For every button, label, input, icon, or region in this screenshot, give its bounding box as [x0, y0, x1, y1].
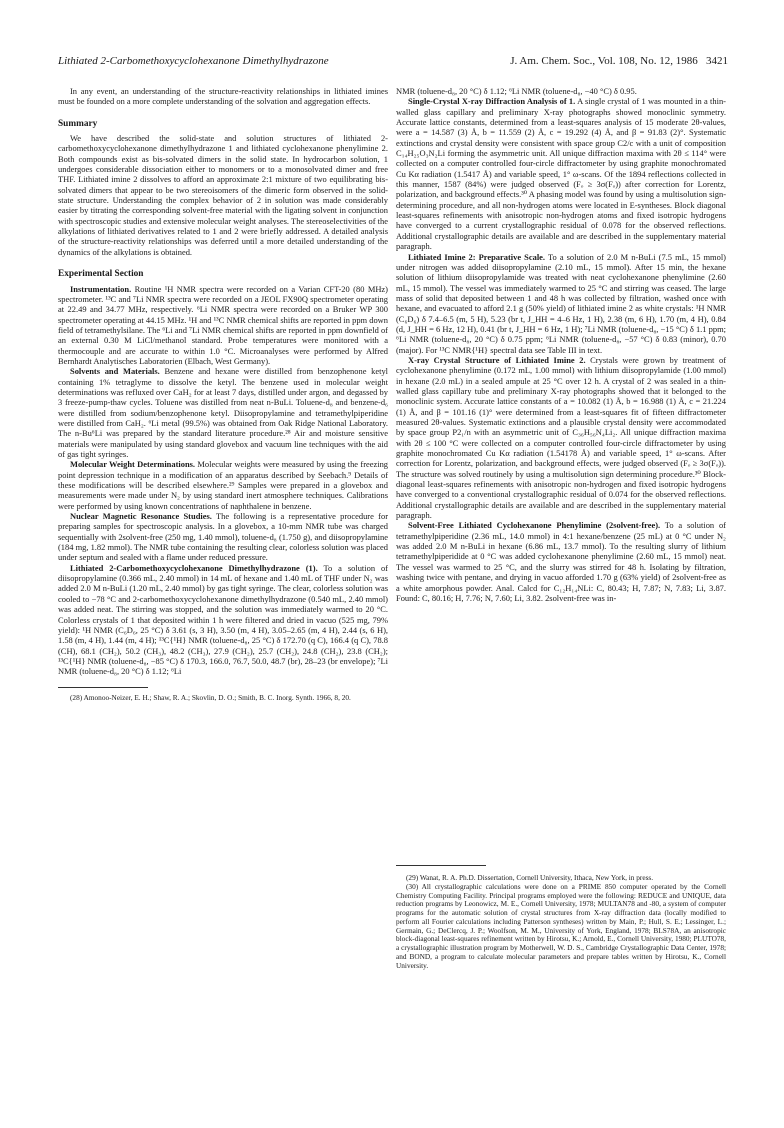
- xray2-text: Crystals were grown by treatment of cyclohexanone phenylimine (0.172 mL, 1.00 mmol) with lithium diisopropylamide (1.00 mmol) in hexane (2.0 mL) in a sealed ampule at 25 °C over 12 h. A crystal of 2 was sealed in a thin-walled glass capillary tube and preliminary X-ray photographs showed that it belonged to the monoclinic system. Accurate lattice constants of a = 10.082 (1) Å, b = 16.988 (1) Å, c = 21.224 (1) Å, and β = 101.16 (1)° were determined from a least-squares fit of fifteen diffractometer measured 2θ-values. Systematic extinctions and a plausible crystal density were accommodated by space group P2₁/n with an asymmetric unit of C₃₆H₅₆N₄Li₂. All unique diffraction maxima with 2θ ≤ 100 °C were collected on a computer controlled four-circle diffractometer by using graphite monochromated Cu Kα radiation (1.54178 Å) and variable speed, 1° ω-scans. After correction for Lorentz, polarization, and background effects, were judged observed (Fₒ ≥ 3σ(Fₒ)). The structure was solved routinely by using a multisolution sign determining procedure.³⁰ Block-diagonal least-squares refinements with anisotropic non-hydrogen and fixed isotropic hydrogens have converged to a conventional crystallographic residual of 0.074 for the observed reflections. Additional crystallographic details are available and are described in the supplementary material paragraph.: [396, 354, 727, 521]
- footnote-divider: [58, 687, 148, 688]
- continued-text: NMR (toluene-d₈, 20 °C) δ 1.12; ⁶Li NMR (toluene-d₈, −40 °C) δ 0.95.: [396, 86, 637, 96]
- footnote-29: (29) Wanat, R. A. Ph.D. Dissertation, Cornell University, Ithaca, New York, in press.: [406, 873, 654, 882]
- lith1-text: To a solution of diisopropylamine (0.366 mL, 2.40 mmol) in 14 mL of hexane and 1.40 mL of THF under N₂ was added 2.0 M n-BuLi (1.20 mL, 2.40 mmol) by gas tight syringe. The clear, colorless solution was cooled to −78 °C and 2-carbomethoxycyclohexanone dimethylhydrazone (0.540 mL, 2.40 mmol) was added neat. The stirring was stopped, and the solution was immediately warmed to 20 °C. Colorless crystals of 1 that deposited within 1 h were filtered and dried in vacuo (525 mg, 79% yield): ¹H NMR (C₆D₆, 25 °C) δ 3.61 (s, 3 H), 3.50 (m, 4 H), 3.05–2.65 (m, 4 H), 2.44 (s, 6 H), 1.58 (m, 4 H), 1.44 (m, 4 H); ¹³C{¹H} NMR (toluene-d₈, 25 °C) δ 172.70 (q C), 166.4 (q C), 78.8 (CH), 68.1 (CH₂), 50.2 (CH₃), 48.2 (CH₃), 27.9 (CH₂), 25.7 (CH₂), 24.8 (CH₂), 23.8 (CH₂); ¹³C{¹H} NMR (toluene-d₈, −85 °C) δ 170.3, 166.0, 76.7, 50.0, 48.7 (br), 28–23 (br envelope); ⁷Li NMR (toluene-d₈, 20 °C) δ 1.12; ⁶Li: [58, 562, 388, 677]
- instrumentation-text: Routine ¹H NMR spectra were recorded on a Varian CFT-20 (80 MHz) spectrometer. ¹³C and ⁷Li NMR spectra were recorded on a JEOL FX90Q spectrometer operating at 22.49 and 34.77 MHz, respectively. ⁶Li NMR spectra were recorded on a Bruker WP 300 spectrometer operating at 44.15 MHz. ¹H and ¹³C NMR chemical shifts are reported in ppm down field of tetramethylsilane. The ⁶Li and ⁷Li NMR chemical shifts are reported in ppm downfield of an external 0.30 M LiCl/methanol standard. Probe temperatures were monitored with a thermocouple and are accurate to within 1.0 °C. Microanalyses were performed by Alfred Bernhardt Analytisches Laboratorien (Elbach, West Germany).: [58, 283, 388, 366]
- footnote-28: (28) Amonoo-Neizer, E. H.; Shaw, R. A.; Skovlin, D. O.; Smith, B. C. Inorg. Synth. 1966, 8, 20.: [70, 692, 351, 702]
- journal-citation: [510, 55, 728, 67]
- solvent-free-head: Solvent-Free Lithiated Cyclohexanone Phenylimine (2solvent-free).: [408, 520, 661, 531]
- solvents-text: Benzene and hexane were distilled from benzophenone ketyl containing 1% tetraglyme to dissolve the ketyl. The benzene used in molecular weight determinations was refluxed over CaH₂ for at least 7 days, distilled under argon, and degassed by 3 freeze-pump-thaw cycles. Toluene was distilled from neat n-BuLi. Toluene-d₈ and benzene-d₆ were distilled from sodium/benzophenone ketyl. Diisopropylamine and tetramethylpiperidine were distilled from CaH₂. ⁶Li metal (99.5%) was obtained from Oak Ridge National Laboratory. The n-Bu⁶Li was prepared by the standard literature procedure.²⁸ Air and moisture sensitive materials were manipulated by using standard glovebox and vacuum line techniques with the aid of gas tight syringes.: [58, 366, 389, 459]
- molwt-head: Molecular Weight Determinations.: [70, 459, 196, 470]
- lith1-head: Lithiated 2-Carbomethoxycyclohexanone Dimethylhydrazone (1).: [70, 562, 318, 573]
- lith2-head: Lithiated Imine 2: Preparative Scale.: [408, 251, 546, 262]
- xray1-text: A single crystal of 1 was mounted in a thin-walled glass capillary and preliminary X-ray photographs showed monoclinic symmetry. Accurate lattice constants, determined from a least-squares analysis of 15 moderate 2θ-values, were a = 14.587 (3) Å, b = 11.559 (2) Å, c = 19.292 (4) Å, and β = 91.83 (2)°. Systematic extinctions and crystal density were consistent with space group C2/c with a unit of composition C₁₄H₂₅O₃N₂Li forming the asymmetric unit. All unique diffraction maxima with 2θ ≤ 114° were collected on a computer controlled four-circle diffractometer by using graphite monochromated Cu Kα radiation (1.5417 Å) and variable speed, 1° ω-scans. Of the 1894 reflections collected in this manner, 1587 (84%) were judged observed (Fₒ ≥ 3σ(Fₒ)) after correction for Lorentz, polarization, and background effects.³⁰ A phasing model was found by using a multisolution sign-determining procedure, and all non-hydrogen atoms were located in E-syntheses. Block diagonal least-squares refinements with anisotropic non-hydrogen atoms and fixed isotropic hydrogens have converged to a current crystallographic residual of 0.078 for the observed reflections. Additional crystallographic details are available and are described in the supplementary material paragraph.: [396, 96, 726, 252]
- lith2-paragraph: [396, 252, 726, 355]
- nmr-paragraph: [58, 511, 388, 563]
- molwt-text: Molecular weights were measured by using the freezing point depression technique in a modification of an apparatus described by Seebach.⁹ Details of these modifications will be described elsewhere.²⁹ Samples were prepared in a glovebox and measurements were made under N₂ by using standard inert atmosphere techniques. Calibrations were performed by using known concentrations of naphthalene in benzene.: [58, 459, 389, 511]
- footnote-divider-right: [396, 865, 486, 866]
- xray1-paragraph: [396, 96, 726, 251]
- xray2-head: X-ray Crystal Structure of Lithiated Imine 2.: [408, 354, 586, 365]
- summary-heading: Summary: [58, 118, 98, 129]
- footnotes-right: [396, 874, 726, 970]
- intro-paragraph: In any event, an understanding of the structure-reactivity relationships in lithiated imines must be founded on a more complete understanding of the solvation and aggregation effects.: [58, 86, 388, 107]
- lith1-paragraph: [58, 563, 388, 677]
- footnote-30: (30) All crystallographic calculations were done on a PRIME 850 computer operated by the Cornell Chemistry Computing Facility. Principal programs employed were the following: REDUCE and UNIQUE, data reduction programs by Leonowicz, M. E., Cornell University, 1978; MULTAN78 and -80, a system of computer programs for the automatic solution of crystal structures from X-ray diffraction data (locally modified to perform all Fourier calculations including Patterson syntheses) written by Main, P.; Hull, S. E.; Lessinger, L.; Germain, G.; DeClercq, J. P.; Woolfson, M. M., University of York, England, 1978; BLS78A, an anisotropic block-diagonal least-squares refinement written by Hirotsu, K.; Arnold, E., Cornell University, 1980; PLUTO78, a crystallographic illustration program by Motherwell, W. D. S., Cambridge Crystallographic Data Center, 1978; and BOND, a program to calculate molecular parameters and prepare tables written by Hirotsu, K., Cornell University.: [396, 881, 726, 970]
- xray2-paragraph: [396, 355, 726, 521]
- summary-paragraph: We have described the solid-state and solution structures of lithiated 2-carbomethoxycyclohexanone dimethylhydrazone 1 and lithiated cyclohexanone phenylimine 2. Both compounds exist as bis-solvated dimers in the solid state. In hydrocarbon solution, 1 undergoes considerable dissociation either to monomers or to a monosolvated dimer and free THF. Lithiated imine 2 dissolves to afford an approximate 2:1 mixture of two equilibrating bis-solvated dimers that appear to be two stereoisomers of the dimeric form observed in the solid-state structure. Understanding the complex behavior of 2 in solution was made considerably easier by titrating the corresponding solvent-free material with the ligating solvent in conjunction with spectroscopic studies and extensive molecular weight analyses. The stereoselectivities of the alkylations of lithiated derivatives related to 1 and 2 were briefly addressed. A detailed analysis of the structure-reactivity relationships was deferred until a more detailed understanding of the dynamics of the alkylations is obtained.: [58, 133, 388, 257]
- page-number: 3421: [706, 55, 728, 67]
- lith2-text: To a solution of 2.0 M n-BuLi (7.5 mL, 15 mmol) under nitrogen was added diisopropylamine (2.10 mL, 15 mmol). After 15 min, the hexane solution of lithium diisopropylamide was treated with neat cyclohexanone phenylimine (2.60 mL, 15 mmol). The vessel was immediately warmed to 25 °C and stirring was ceased. The large mass of solid that deposited between 1 and 48 h was collected by filtration, washed once with hexane, and evacuated to afford 2.1 g (50% yield) of lithiated imine 2 as white crystals: ¹H NMR (C₆D₆) δ 7.4–6.5 (m, 5 H), 5.23 (br t, J_HH = 4–6 Hz, 1 H), 2.38 (m, 6 H), 1.70 (m, 4 H), 0.84 (d, J_HH = 6 Hz, 12 H), 0.41 (br t, J_HH = 6 Hz, 1 H); ⁷Li NMR (toluene-d₈, −15 °C) δ 1.1 ppm; ⁶Li NMR (toluene-d₈, 20 °C) δ 0.75 ppm; ⁶Li NMR (toluene-d₈, −57 °C) δ 0.83 (minor), 0.70 (major). For ¹³C NMR{¹H} spectral data see Table III in text.: [396, 251, 726, 355]
- molwt-paragraph: [58, 459, 388, 511]
- solvent-free-paragraph: [396, 520, 726, 603]
- nmr-head: Nuclear Magnetic Resonance Studies.: [70, 511, 212, 522]
- right-column: [396, 86, 726, 603]
- running-header: [58, 55, 728, 67]
- solvent-free-text: To a solution of tetramethylpiperidine (2.36 mL, 14.0 mmol) in 4:1 hexane/benzene (25 mL) at 0 °C under N₂ was added 2.0 M n-BuLi in hexane (6.86 mL, 13.7 mmol). To the resulting slurry of lithium tetramethylpiperidide at 0 °C was added cyclohexanone phenylimine (2.60 mL, 15 mmol) neat. The vessel was warmed to 25 °C, and the slurry was stirred for 48 h. Isolating by filtration, washing twice with pentane, and drying in vacuo afforded 1.70 g (63% yield) of 2solvent-free as a white amorphous powder. Anal. Calcd for C₁₂H₁₄NLi: C, 80.43; H, 7.87; N, 7.83; Li, 3.87. Found: C, 80.16; H, 7.76; N, 7.60; Li, 3.82. 2solvent-free was in-: [396, 520, 726, 603]
- instrumentation-paragraph: [58, 284, 388, 367]
- left-column: [58, 86, 388, 702]
- nmr-text: The following is a representative procedure for preparing samples for spectroscopic analysis. In a glovebox, a 10-mm NMR tube was charged sequentially with 2solvent-free (250 mg, 1.40 mmol), toluene-d₈ (1.750 g), and diisopropylamine (184 mg, 1.82 mmol). The NMR tube containing the resulting clear, colorless solution was placed under septum and sealed with a flame under reduced pressure.: [58, 511, 388, 563]
- running-title: Lithiated 2-Carbomethoxycyclohexanone Dimethylhydrazone: [58, 55, 329, 67]
- xray1-head: Single-Crystal X-ray Diffraction Analysis of 1.: [408, 96, 576, 107]
- instrumentation-head: Instrumentation.: [70, 283, 132, 294]
- citation-text: J. Am. Chem. Soc., Vol. 108, No. 12, 1986: [510, 55, 698, 67]
- experimental-heading: Experimental Section: [58, 269, 144, 280]
- solvents-head: Solvents and Materials.: [70, 366, 160, 377]
- solvents-paragraph: [58, 366, 388, 459]
